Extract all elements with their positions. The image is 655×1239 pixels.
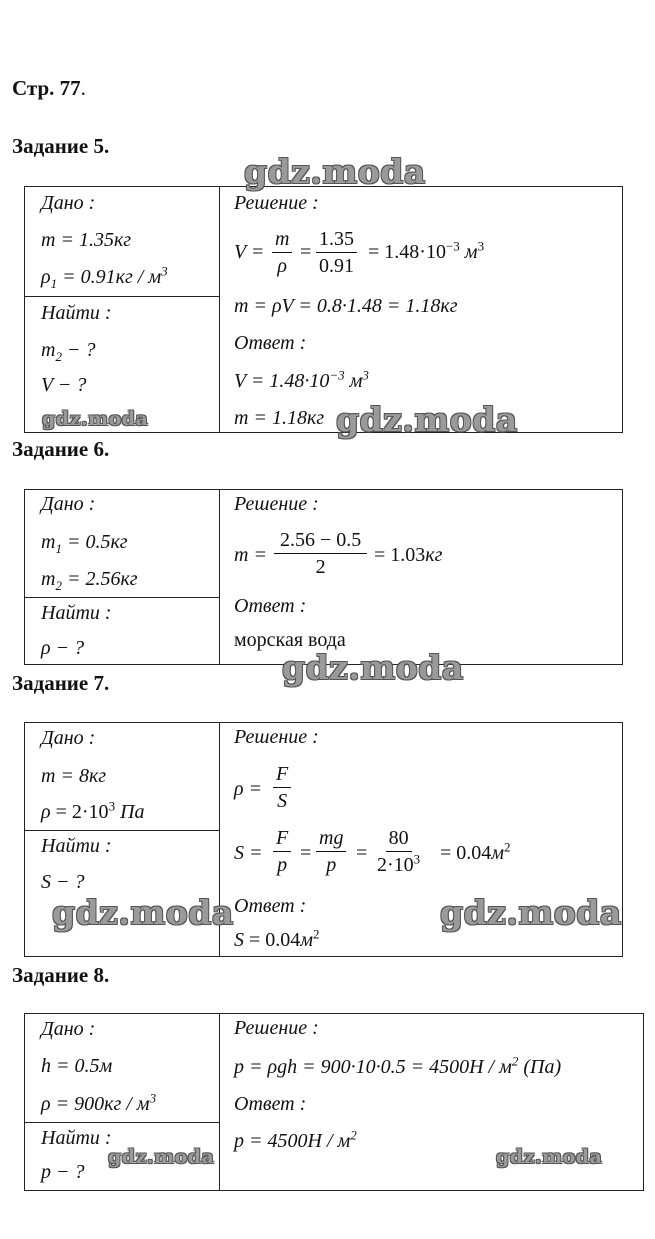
task5-sol1-fraction1: $\frac{m}{\rho}$ xyxy=(272,229,292,276)
task6-sol-result: = 1.03кг xyxy=(374,544,443,566)
task5-divider xyxy=(219,186,220,433)
task5-answer-mass: m = 1.18кг xyxy=(234,407,325,429)
task7-sol2-fraction2: $\frac{mg}{p}$ xyxy=(316,828,346,875)
task7-sol2-eq1: = xyxy=(300,842,312,864)
task7-answer-label: Ответ : xyxy=(234,895,307,917)
task7-solution-label: Решение : xyxy=(234,726,319,748)
task5-find-mass: $m_2$ − ? xyxy=(41,339,96,364)
task5-given-density: $\rho_1 = 0.91кг / м^3$ xyxy=(41,263,168,291)
task5-answer-label: Ответ : xyxy=(234,332,307,354)
task8-given-density: $\rho = 900кг / м^3$ xyxy=(41,1090,157,1115)
task5-given-divider xyxy=(24,296,219,297)
task6-divider xyxy=(219,489,220,665)
task6-given-m1: $m_1 = 0.5кг$ xyxy=(41,531,128,556)
watermark: gdz.moda xyxy=(282,648,464,687)
watermark: gdz.moda xyxy=(42,408,149,430)
watermark: gdz.moda xyxy=(244,152,426,191)
task5-sol2: m = ρV = 0.8·1.48 = 1.18кг xyxy=(234,295,458,317)
task8-answer-label: Ответ : xyxy=(234,1093,307,1115)
task7-given-divider xyxy=(24,830,219,831)
task7-sol2-fraction3: $\frac{80}{2\cdot 10^3}$ xyxy=(377,827,421,876)
task5-sol1-result: = $1.48\cdot 10^{-3}$ $м^3$ xyxy=(368,238,485,263)
watermark: gdz.moda xyxy=(108,1146,215,1168)
task5-given-label: Дано : xyxy=(41,192,96,214)
task6-find-label: Найти : xyxy=(41,602,112,624)
task5-find-volume: V − ? xyxy=(41,374,87,396)
task6-given-label: Дано : xyxy=(41,493,96,515)
task5-sol1-fraction2: $\frac{1.35}{0.91}$ xyxy=(316,229,357,276)
task5-title: Задание 5. xyxy=(12,134,110,158)
task6-solution-label: Решение : xyxy=(234,493,319,515)
task7-find-label: Найти : xyxy=(41,835,112,857)
task8-title: Задание 8. xyxy=(12,963,110,987)
task8-solution-label: Решение : xyxy=(234,1017,319,1039)
task5-solution-label: Решение : xyxy=(234,192,319,214)
watermark: gdz.moda xyxy=(440,893,622,932)
task8-find-label: Найти : xyxy=(41,1127,112,1149)
task5-given-mass: m = 1.35кг xyxy=(41,229,132,251)
task7-sol1-lhs: ρ = xyxy=(234,778,263,800)
task7-sol1-fraction: $\frac{F}{S}$ xyxy=(273,764,291,811)
task6-given-divider xyxy=(24,597,219,598)
task7-given-mass: m = 8кг xyxy=(41,765,107,787)
task7-given-pressure: $\rho = 2\cdot 10^3$ Па xyxy=(41,798,145,823)
task6-title: Задание 6. xyxy=(12,437,110,461)
task7-find-area: S − ? xyxy=(41,871,85,893)
task7-sol2-eq2: = xyxy=(356,842,368,864)
watermark: gdz.moda xyxy=(496,1146,603,1168)
watermark: gdz.moda xyxy=(52,893,234,932)
task8-solution: $p = \rho gh = 900\cdot 10\cdot 0.5 = 4500Н / м^2$ (Па) xyxy=(234,1053,562,1078)
task5-answer-volume: $V = 1.48\cdot 10^{-3}$ $м^3$ xyxy=(234,367,369,392)
watermark: gdz.moda xyxy=(336,400,518,439)
task6-sol-lhs: m = xyxy=(234,544,267,566)
task7-title: Задание 7. xyxy=(12,671,110,695)
task7-sol2-result: = $0.04м^2$ xyxy=(440,839,511,864)
task7-given-label: Дано : xyxy=(41,727,96,749)
task5-find-label: Найти : xyxy=(41,302,112,324)
task7-sol2-fraction1: $\frac{F}{p}$ xyxy=(273,828,291,875)
task8-divider xyxy=(219,1013,220,1191)
task5-sol1-equals: = xyxy=(300,241,312,263)
task7-sol2-lhs: S = xyxy=(234,842,263,864)
task8-given-label: Дано : xyxy=(41,1018,96,1040)
task6-answer-label: Ответ : xyxy=(234,595,307,617)
task8-find-pressure: p − ? xyxy=(41,1161,85,1183)
task8-given-height: h = 0.5м xyxy=(41,1055,113,1077)
task6-answer: морская вода xyxy=(234,629,346,651)
task6-given-m2: $m_2 = 2.56кг$ xyxy=(41,568,138,593)
task5-sol1-lhs: V = xyxy=(234,241,265,263)
task8-answer: $p = 4500Н / м^2$ xyxy=(234,1127,357,1152)
task7-answer: $S = 0.04м^2$ xyxy=(234,926,320,951)
page-title: Стр. 77. xyxy=(12,76,86,100)
task8-given-divider xyxy=(24,1122,219,1123)
task6-sol-fraction: $\frac{2.56 - 0.5}{2}$ xyxy=(274,530,367,577)
task6-find-density: ρ − ? xyxy=(41,637,85,659)
